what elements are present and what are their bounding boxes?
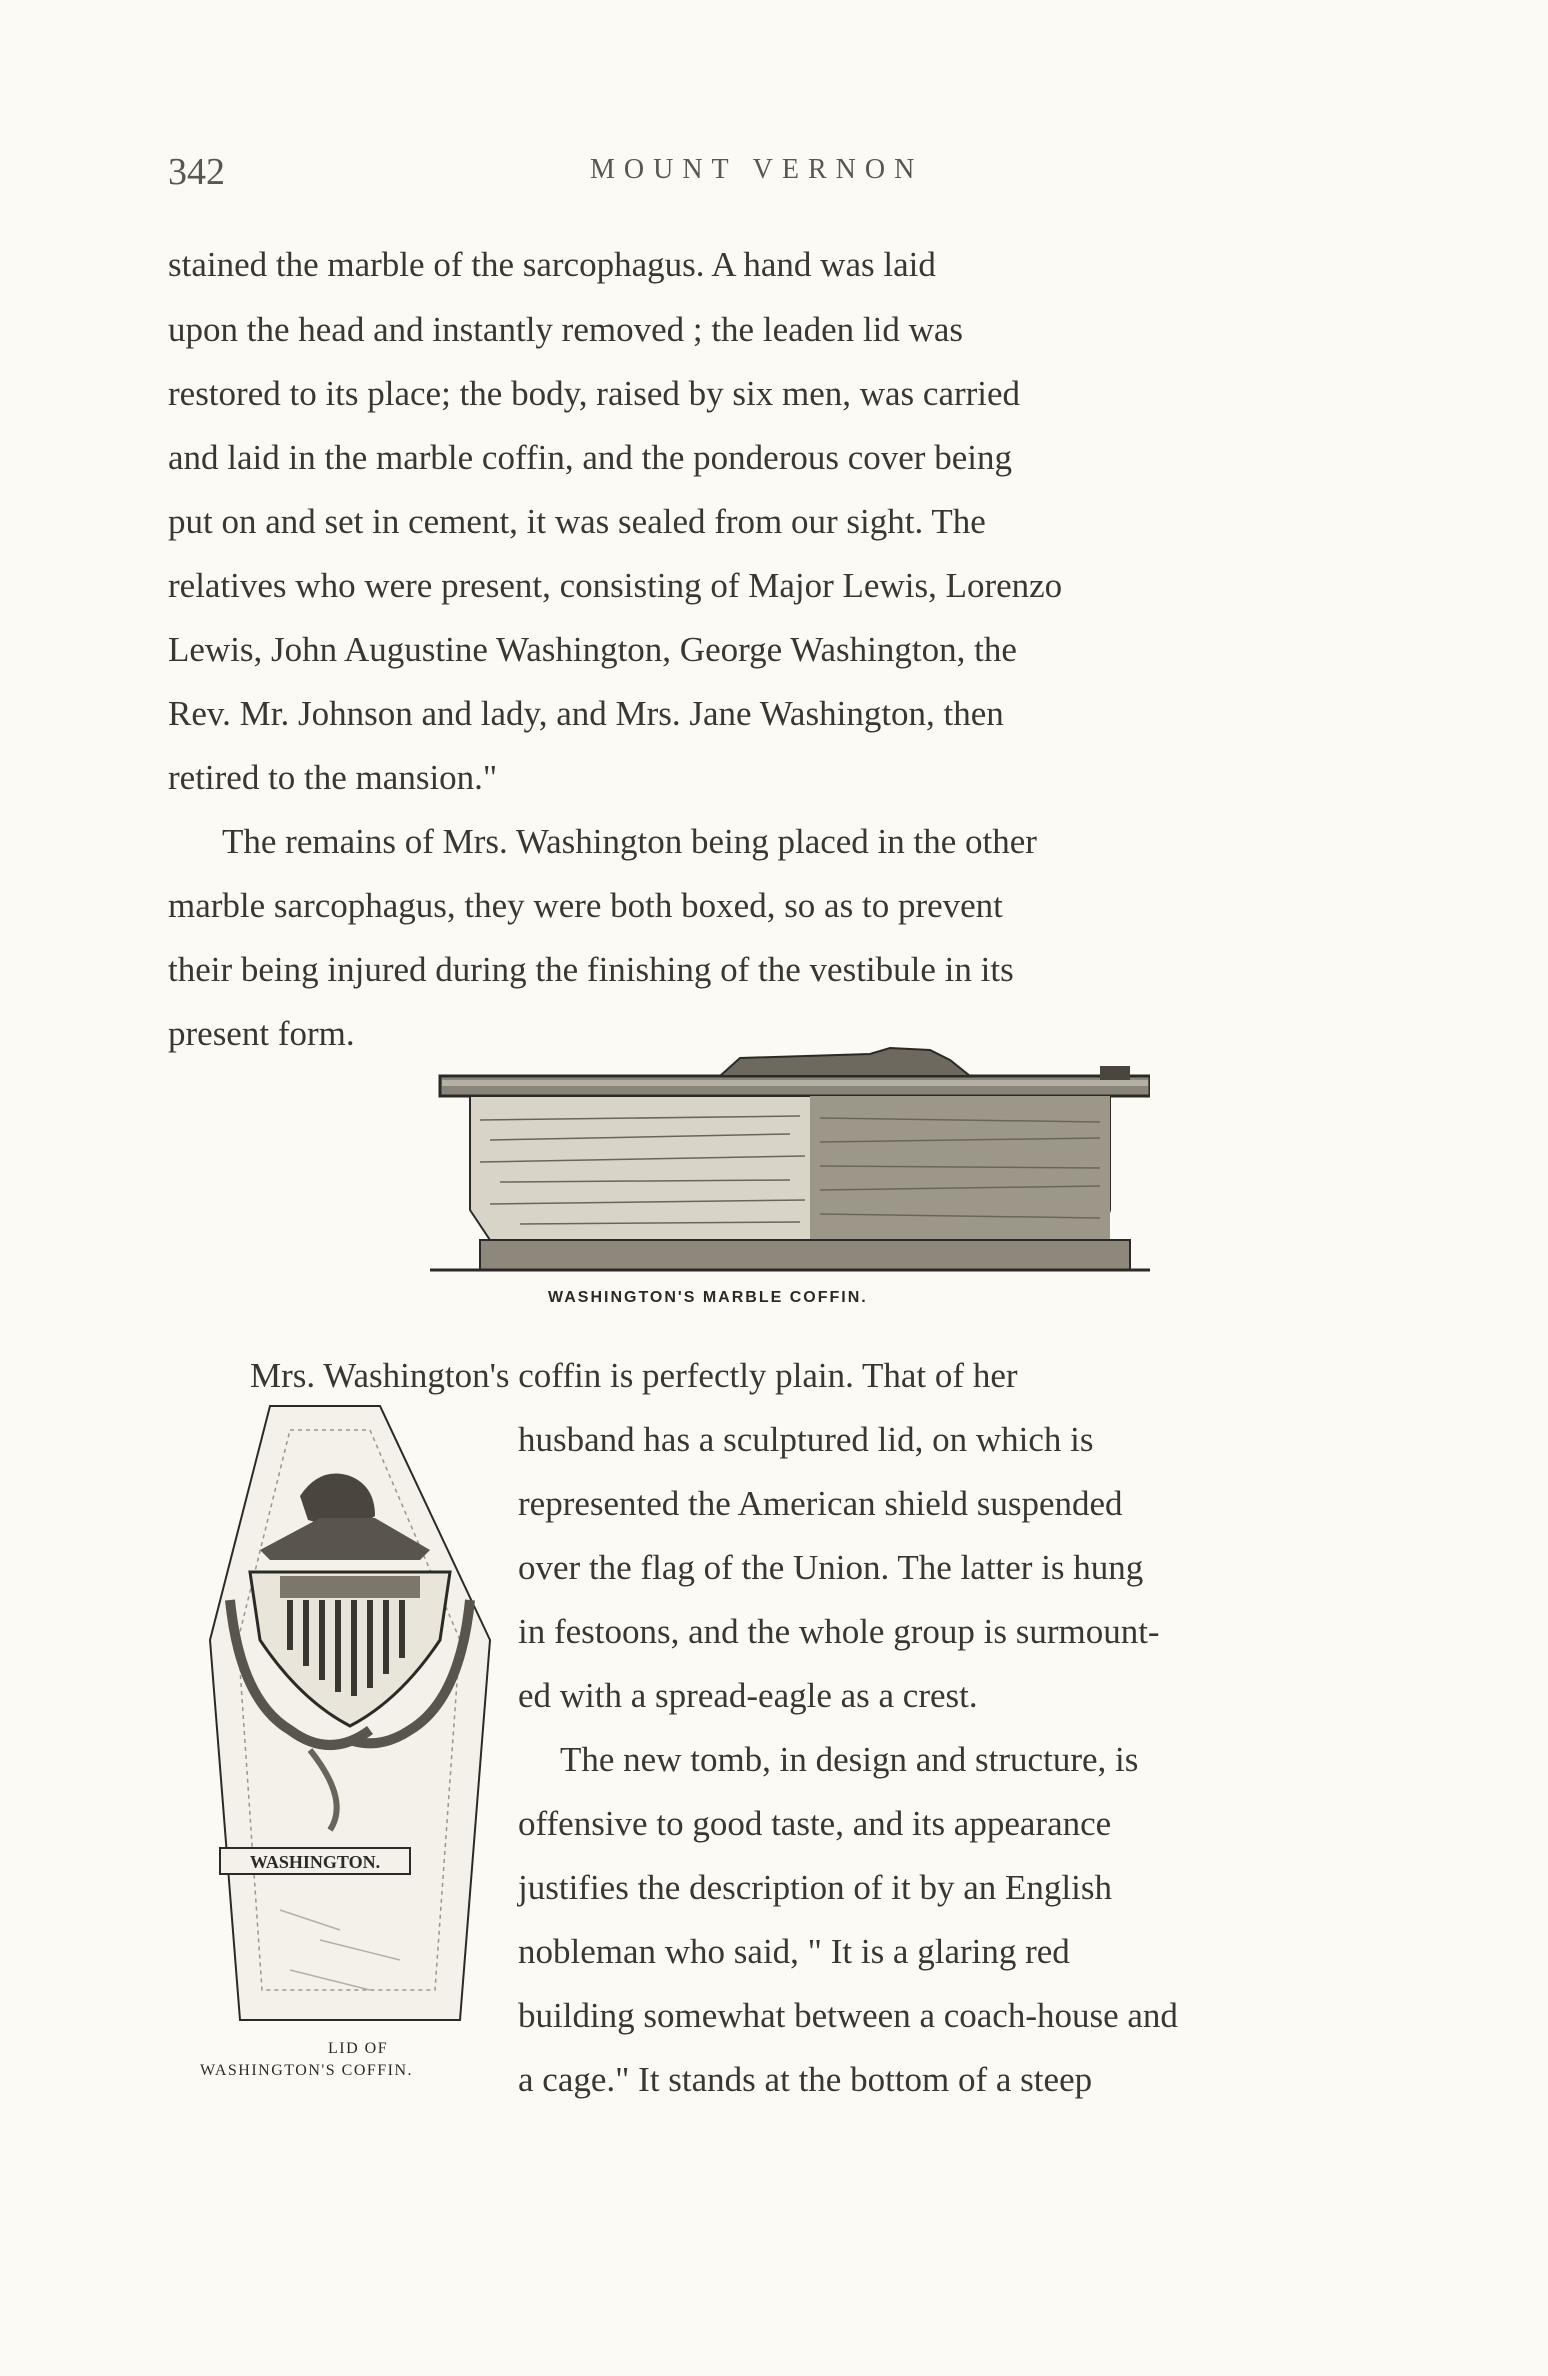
- text-line: in festoons, and the whole group is surmount-: [518, 1612, 1160, 1651]
- marble-coffin-illustration: [410, 1030, 1150, 1280]
- text-line: husband has a sculptured lid, on which is: [518, 1420, 1094, 1459]
- text-line: and laid in the marble coffin, and the ponderous cover being: [168, 438, 1012, 477]
- text-line: Mrs. Washington's coffin is perfectly plain. That of her: [250, 1356, 1018, 1395]
- text-line: put on and set in cement, it was sealed from our sight. The: [168, 502, 986, 541]
- text-line: restored to its place; the body, raised by six men, was carried: [168, 374, 1021, 413]
- text-line: marble sarcophagus, they were both boxed, so as to prevent: [168, 886, 1003, 925]
- text-line: stained the marble of the sarcophagus. A hand was laid: [168, 245, 936, 284]
- lid-caption-line2: WASHINGTON'S COFFIN.: [200, 2062, 414, 2079]
- text-line: Rev. Mr. Johnson and lady, and Mrs. Jane Washington, then: [168, 694, 1004, 733]
- running-head: MOUNT VERNON: [590, 154, 924, 185]
- text-line: building somewhat between a coach-house and: [518, 1996, 1178, 2035]
- page-number: 342: [168, 151, 225, 193]
- text-line: nobleman who said, " It is a glaring red: [518, 1932, 1070, 1971]
- text-line: The new tomb, in design and structure, is: [560, 1740, 1139, 1779]
- lid-caption-line1: LID OF: [328, 2040, 389, 2057]
- text-line: their being injured during the finishing of the vestibule in its: [168, 950, 1014, 989]
- text-line: present form.: [168, 1014, 355, 1053]
- lid-inscription: WASHINGTON.: [249, 1852, 381, 1872]
- text-line: offensive to good taste, and its appearance: [518, 1804, 1112, 1843]
- text-line: justifies the description of it by an English: [518, 1868, 1112, 1907]
- text-line: represented the American shield suspended: [518, 1484, 1123, 1523]
- text-line: a cage." It stands at the bottom of a steep: [518, 2060, 1093, 2099]
- text-line: over the flag of the Union. The latter is hung: [518, 1548, 1144, 1587]
- text-line: retired to the mansion.": [168, 758, 498, 797]
- text-line: The remains of Mrs. Washington being placed in the other: [222, 822, 1037, 861]
- text-line: Lewis, John Augustine Washington, George Washington, the: [168, 630, 1017, 669]
- coffin-lid-illustration: [200, 1400, 500, 2040]
- text-line: ed with a spread-eagle as a crest.: [518, 1676, 978, 1715]
- text-line: upon the head and instantly removed ; the leaden lid was: [168, 310, 964, 349]
- coffin-caption: WASHINGTON'S MARBLE COFFIN.: [548, 1289, 868, 1306]
- text-line: relatives who were present, consisting of Major Lewis, Lorenzo: [168, 566, 1063, 605]
